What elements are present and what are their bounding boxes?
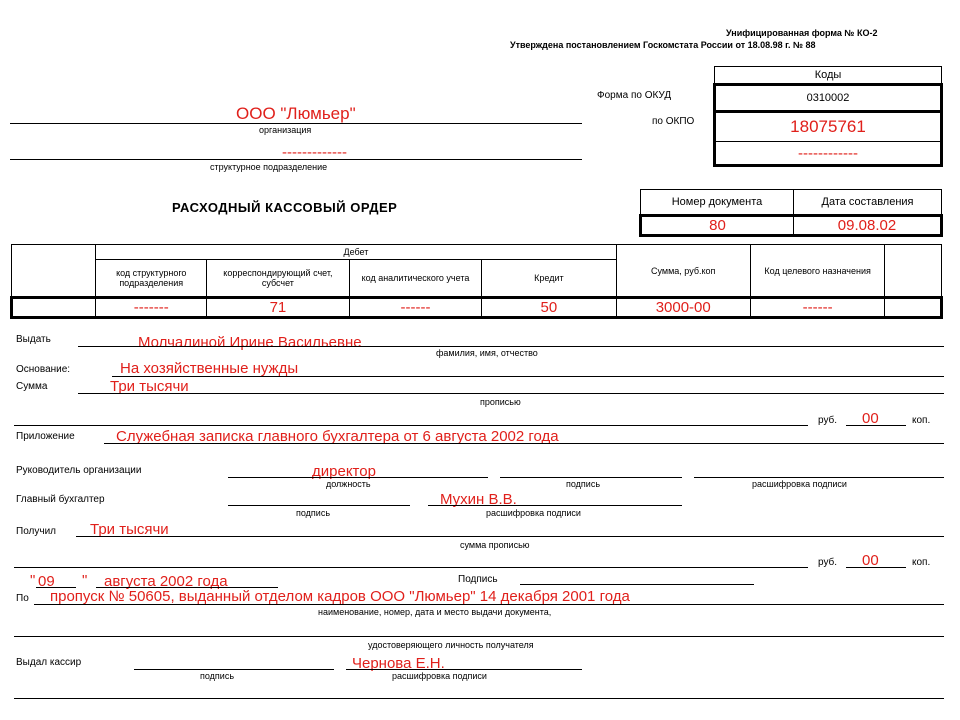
identity-caption: удостоверяющего личность получателя [368,640,534,650]
row-credit: 50 [482,298,616,318]
chief-decode-caption: расшифровка подписи [486,508,581,518]
col-account: корреспондирующий счет, субсчет [207,260,350,298]
doc-number: 80 [641,216,794,236]
doc-date: 09.08.02 [794,216,942,236]
quote-close: " [82,572,88,589]
subdivision-value: ------------- [282,144,347,161]
rub-label: руб. [818,415,838,426]
okud-label: Форма по ОКУД [597,90,672,101]
head-position: директор [312,463,376,480]
col-sum: Сумма, руб.коп [616,245,750,298]
position-caption: должность [326,479,371,489]
debit-header: Дебет [96,245,616,260]
cashier-signature-caption: подпись [200,671,235,681]
head-label: Руководитель организации [16,465,142,476]
col-credit: Кредит [482,260,616,298]
row-sum: 3000-00 [616,298,750,318]
okpo-label: по ОКПО [652,116,695,127]
organization-caption: организация [259,125,312,135]
cashier-name: Чернова Е.Н. [352,655,445,672]
form-name: Унифицированная форма № КО-2 [726,28,878,38]
rub-label-2: руб. [818,557,838,568]
col-division-code: код структурного подразделения [96,260,207,298]
chief-label: Главный бухгалтер [16,494,105,505]
row-analytic: ------ [349,298,482,318]
row-purpose: ------ [750,298,884,318]
head-signature-caption: подпись [566,479,601,489]
sum-caption: прописью [480,397,521,407]
head-decode-caption: расшифровка подписи [752,479,847,489]
row-account: 71 [207,298,350,318]
chief-signature-caption: подпись [296,508,331,518]
received-caption: сумма прописью [460,540,530,550]
month-year-value: августа 2002 года [104,573,228,590]
received-value: Три тысячи [90,521,169,538]
codes-title: Коды [715,67,942,85]
sum-value: Три тысячи [110,378,189,395]
doc-date-header: Дата составления [794,190,942,216]
basis-value: На хозяйственные нужды [120,360,299,377]
by-label: По [16,593,29,604]
by-value: пропуск № 50605, выданный отделом кадров ООО "Люмьер" 14 декабря 2001 года [50,588,630,605]
kop-value-2: 00 [862,552,879,569]
dept-code: ------------ [715,142,942,166]
chief-name: Мухин В.В. [440,491,517,508]
cashier-decode-caption: расшифровка подписи [392,671,487,681]
main-table [10,244,943,319]
okud-value: 0310002 [715,85,942,112]
row-division-code: ------- [96,298,207,318]
col-analytic: код аналитического учета [349,260,482,298]
approval-text: Утверждена постановлением Госкомстата России от 18.08.98 г. № 88 [510,40,816,50]
issue-value: Молчалиной Ирине Васильевне [138,334,362,351]
kop-label-2: коп. [912,557,931,568]
appendix-value: Служебная записка главного бухгалтера от 6 августа 2002 года [116,428,559,445]
sign-label: Подпись [458,574,498,585]
organization-name: ООО "Люмьер" [236,104,356,123]
kop-label: коп. [912,415,931,426]
okpo-value: 18075761 [715,112,942,142]
document-title: РАСХОДНЫЙ КАССОВЫЙ ОРДЕР [172,200,398,215]
appendix-label: Приложение [16,431,75,442]
kop-value: 00 [862,410,879,427]
received-label: Получил [16,526,56,537]
issue-label: Выдать [16,334,51,345]
doc-number-table [639,189,943,237]
doc-number-header: Номер документа [641,190,794,216]
col-purpose: Код целевого назначения [750,245,884,298]
sum-label: Сумма [16,381,48,392]
cashier-label: Выдал кассир [16,657,82,668]
day-value: 09 [38,573,55,590]
doc-caption: наименование, номер, дата и место выдачи документа, [318,607,552,617]
subdivision-caption: структурное подразделение [210,162,328,172]
issue-caption: фамилия, имя, отчество [436,348,538,358]
codes-table [713,66,943,167]
basis-label: Основание: [16,364,71,375]
quote-open: " [30,572,36,589]
